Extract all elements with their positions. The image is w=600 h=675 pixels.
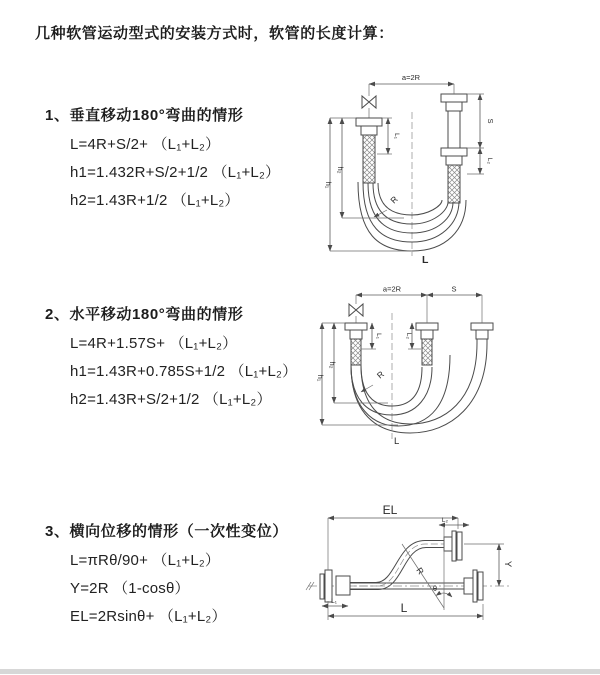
- formula-el: EL=2Rsinθ+ （L₁+L₂）: [70, 608, 227, 625]
- dim-label-l: L: [400, 601, 408, 615]
- section-3-heading: 3、横向位移的情形（一次性变位）: [45, 523, 288, 540]
- section-horizontal-movement: [45, 305, 325, 409]
- formula-h1: h1=1.432R+S/2+1/2 （L₁+L₂）: [70, 164, 281, 181]
- formula-h2: h2=1.43R+1/2 （L₁+L₂）: [70, 192, 240, 209]
- dim-label-l1: L₁: [393, 133, 400, 139]
- valve-icon: [362, 84, 376, 118]
- dim-top-a2r: [356, 285, 482, 324]
- dim-label-el: EL: [382, 503, 398, 517]
- dim-l: [328, 601, 483, 620]
- left-flange: [356, 118, 382, 183]
- top-right-flange: [444, 531, 462, 561]
- valve-icon: [349, 295, 363, 323]
- dim-label-r: R: [388, 194, 400, 206]
- dim-label-h1: h₁: [316, 374, 325, 382]
- dim-label-h2: h₂: [328, 361, 337, 369]
- formula-h2: h2=1.43R+S/2+1/2 （L₁+L₂）: [70, 391, 272, 408]
- page-bottom-edge: [0, 669, 600, 674]
- dim-label-l: L: [422, 254, 429, 266]
- dim-label-r: R: [414, 565, 427, 577]
- dim-label-l1: L₁: [331, 598, 337, 605]
- section-2-heading: 2、水平移动180°弯曲的情形: [45, 306, 244, 323]
- dim-label-a2r: a=2R: [401, 73, 421, 82]
- dim-right-s: [467, 94, 495, 174]
- right-flange: [471, 323, 493, 343]
- dim-label-l2: L₂: [405, 332, 412, 340]
- hose-curves: [351, 343, 487, 433]
- formula-h1: h1=1.43R+0.785S+1/2 （L₁+L₂）: [70, 363, 298, 380]
- middle-flange: [416, 323, 438, 365]
- dim-label-theta: θ: [432, 584, 438, 593]
- right-flange-upper: [441, 94, 467, 111]
- formula-length: L=πRθ/90+ （L₁+L₂）: [70, 552, 221, 569]
- dim-label-s: S: [451, 284, 457, 294]
- dim-label-y: Y: [502, 560, 513, 568]
- dim-label-l1: L₁: [375, 333, 382, 339]
- section-1-heading: 1、垂直移动180°弯曲的情形: [45, 107, 244, 124]
- formula-length: L=4R+1.57S+ （L₁+L₂）: [70, 335, 238, 352]
- dim-el: [328, 503, 458, 570]
- dim-label-r: R: [374, 368, 386, 381]
- dim-top-a2r: [369, 73, 454, 94]
- diagram-vertical-180-bend: [312, 70, 587, 268]
- dim-label-s: S: [486, 118, 495, 124]
- diagram-lateral-displacement: [298, 498, 600, 660]
- dim-label-l2: L₂: [441, 517, 449, 524]
- dim-label-l: L: [394, 436, 400, 447]
- section-lateral-displacement: [45, 522, 325, 626]
- diagram-horizontal-180-bend: [308, 283, 600, 463]
- dim-label-h1: h₁: [324, 181, 333, 189]
- page-title: 几种软管运动型式的安装方式时，软管的长度计算：: [35, 25, 394, 42]
- bottom-right-flange: [464, 570, 483, 602]
- radius-leader: [374, 194, 400, 217]
- formula-length: L=4R+S/2+ （L₁+L₂）: [70, 136, 221, 153]
- formula-y: Y=2R （1-cosθ）: [70, 580, 190, 597]
- dim-label-l2: L₂: [486, 157, 493, 165]
- dim-fittings: [361, 323, 421, 349]
- left-flange: [345, 323, 367, 365]
- section-vertical-movement: [45, 106, 325, 210]
- dim-label-a2r: a=2R: [382, 284, 402, 294]
- hose-displaced-curve: [350, 541, 444, 590]
- dim-label-h2: h₂: [336, 166, 345, 174]
- right-leg: [441, 111, 467, 203]
